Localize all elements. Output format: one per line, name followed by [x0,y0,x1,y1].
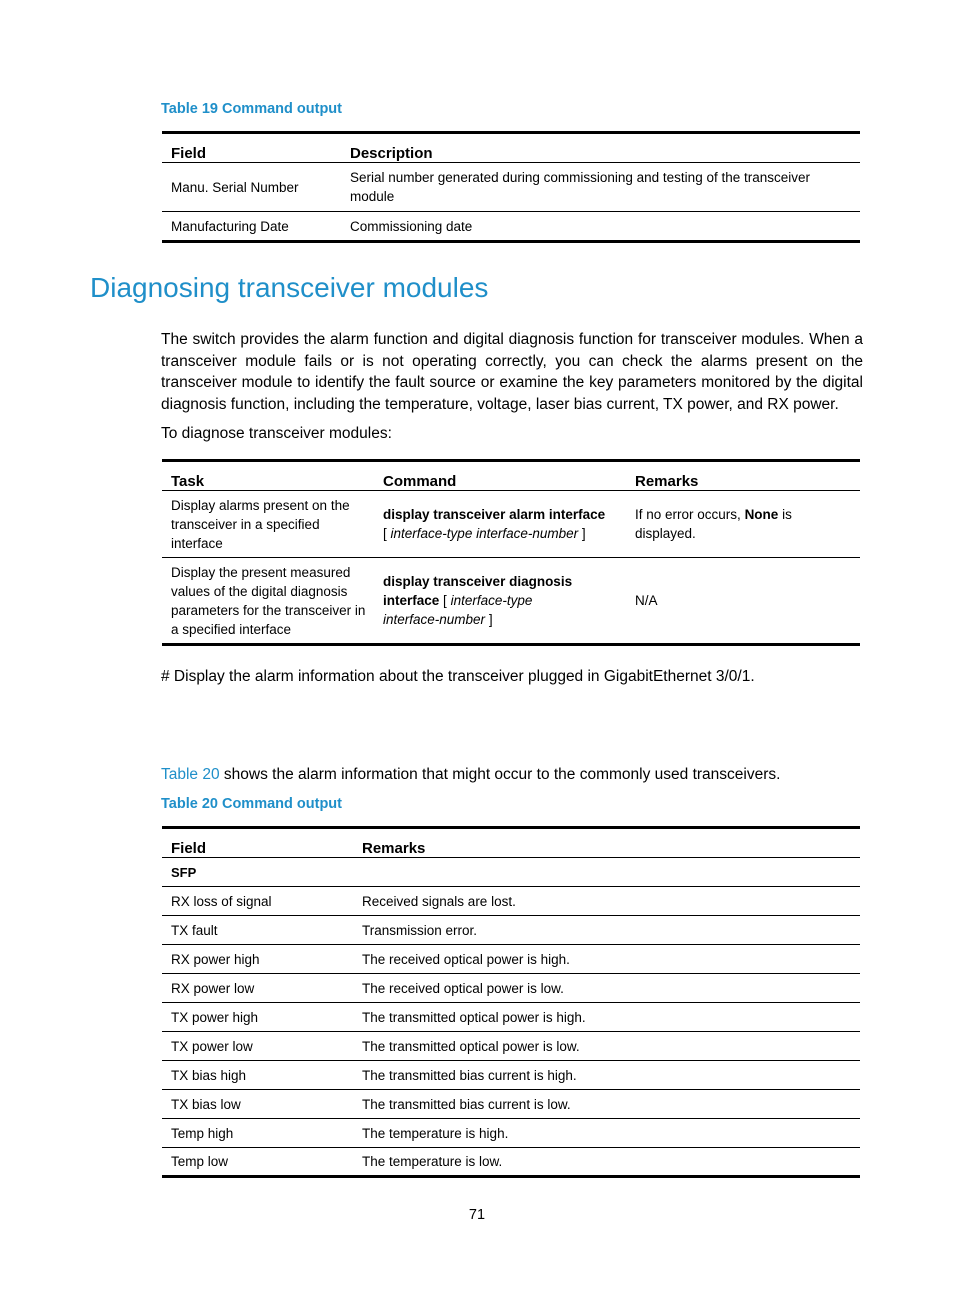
table-row [162,1003,860,1032]
table-cell-empty [353,858,860,887]
column-header-task: Task [162,461,374,491]
table-row [162,974,860,1003]
table-20-reference [161,764,863,786]
column-header-description: Description [341,133,860,163]
task-table [162,459,860,646]
command-cell [374,491,626,558]
table-row [162,212,860,242]
page-number: 71 [468,1207,486,1223]
bracket-open: [ [383,526,387,541]
table-cell: Manufacturing Date [162,212,341,242]
table-header-row [162,828,860,858]
group-label-sfp: SFP [162,858,353,887]
table-row [162,916,860,945]
table-19-caption: Table 19 Command output [161,101,342,117]
command-keyword: display transceiver diagnosis [383,574,573,589]
remarks-cell: The transmitted bias current is low. [353,1090,860,1119]
bracket-open: [ [443,593,447,608]
field-cell: Temp low [162,1148,353,1177]
remarks-cell: N/A [626,558,860,645]
table-group-row [162,858,860,887]
remarks-cell: Received signals are lost. [353,887,860,916]
table-20 [162,826,860,1178]
column-header-field: Field [162,828,353,858]
section-title: Diagnosing transceiver modules [90,272,489,303]
field-cell: Temp high [162,1119,353,1148]
field-cell: TX bias high [162,1061,353,1090]
table-row [162,887,860,916]
table-row [162,1061,860,1090]
column-header-remarks: Remarks [353,828,860,858]
field-cell: TX bias low [162,1090,353,1119]
table-row [162,163,860,212]
remarks-cell: Transmission error. [353,916,860,945]
field-cell: RX power low [162,974,353,1003]
field-cell: TX fault [162,916,353,945]
bracket-close: ] [581,526,586,541]
task-cell: Display the present measured values of the digital diagnosis parameters for the transceiver in a specified interface [162,558,374,645]
remarks-keyword: None [744,507,779,522]
field-cell: TX power low [162,1032,353,1061]
table-row [162,1090,860,1119]
intro-paragraph: The switch provides the alarm function and digital diagnosis function for transceiver modules. When a transceiver module fails or is not operating correctly, you can check the alarms present on the transceiver module to identify the fault source or examine the key parameters monitored by the digital diagnosis function, including the temperature, voltage, laser bias current, TX power, and RX power. [161,331,863,413]
task-cell: Display alarms present on the transceiver in a specified interface [162,491,374,558]
remarks-text: If no error occurs, [635,507,741,522]
remarks-cell: The transmitted optical power is low. [353,1032,860,1061]
table-row [162,945,860,974]
command-keyword: interface [383,593,440,608]
reference-text: shows the alarm information that might occur to the commonly used transceivers. [223,766,781,783]
field-cell: TX power high [162,1003,353,1032]
remarks-cell: The transmitted optical power is high. [353,1003,860,1032]
field-cell: RX loss of signal [162,887,353,916]
table-row [162,491,860,558]
table-header-row [162,133,860,163]
remarks-cell [626,491,860,558]
column-header-remarks: Remarks [626,461,860,491]
remarks-cell: The received optical power is low. [353,974,860,1003]
command-args: interface-number [383,612,486,627]
command-args: interface-type [450,593,533,608]
remarks-cell: The temperature is high. [353,1119,860,1148]
table-cell: Manu. Serial Number [162,163,341,212]
column-header-field: Field [162,133,341,163]
bracket-close: ] [488,612,493,627]
remarks-text: is displayed. [635,507,792,541]
table-row [162,558,860,645]
table-cell: Commissioning date [341,212,860,242]
command-cell [374,558,626,645]
table-row [162,1119,860,1148]
column-header-command: Command [374,461,626,491]
remarks-cell: The transmitted bias current is high. [353,1061,860,1090]
example-text: # Display the alarm information about the transceiver plugged in GigabitEthernet 3/0/1. [161,668,755,685]
remarks-cell: The temperature is low. [353,1148,860,1177]
table-row [162,1032,860,1061]
command-keyword: display transceiver alarm interface [383,507,606,522]
table-row [162,1148,860,1177]
table-header-row [162,461,860,491]
procedure-intro: To diagnose transceiver modules: [161,425,392,442]
table-cell: Serial number generated during commissioning and testing of the transceiver module [341,163,860,212]
table-20-link[interactable]: Table 20 [161,766,220,783]
remarks-cell: The received optical power is high. [353,945,860,974]
field-cell: RX power high [162,945,353,974]
table-19 [162,131,860,243]
command-args: interface-type interface-number [390,526,579,541]
table-20-caption: Table 20 Command output [161,796,342,812]
